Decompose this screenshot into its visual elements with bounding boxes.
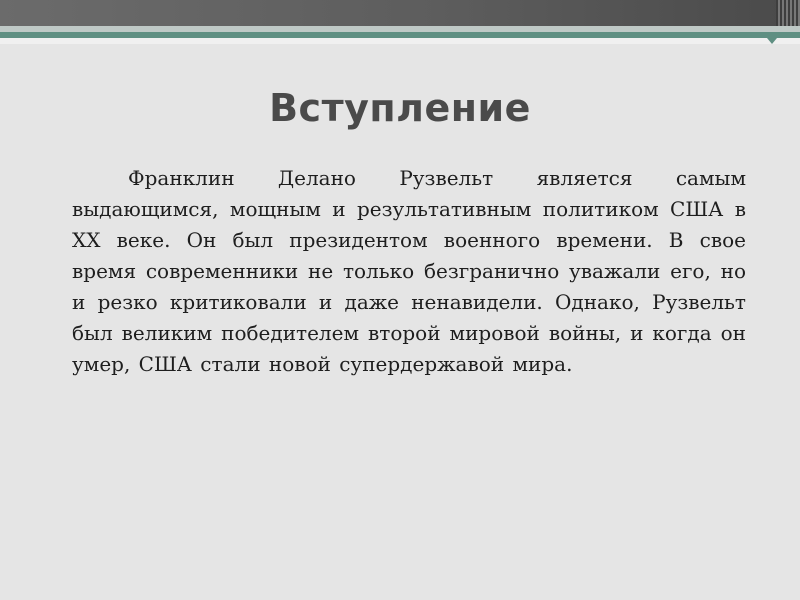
- corner-stripes-decoration: [776, 0, 800, 26]
- top-dark-band: [0, 0, 800, 26]
- triangle-down-icon: [767, 38, 777, 44]
- slide-title: Вступление: [269, 86, 531, 130]
- slide-body-text: Франклин Делано Рузвельт является самым выдающимся, мощным и результативным политиком США в XX веке. Он был президентом военного времени. В свое время современники не только безгранично уважали его, но и резко критиковали и даже ненавидели. Однако, Рузвельт был великим победителем второй мировой войны, и когда он умер, США стали новой супердержавой мира.: [72, 166, 746, 376]
- top-light-band: [0, 38, 800, 44]
